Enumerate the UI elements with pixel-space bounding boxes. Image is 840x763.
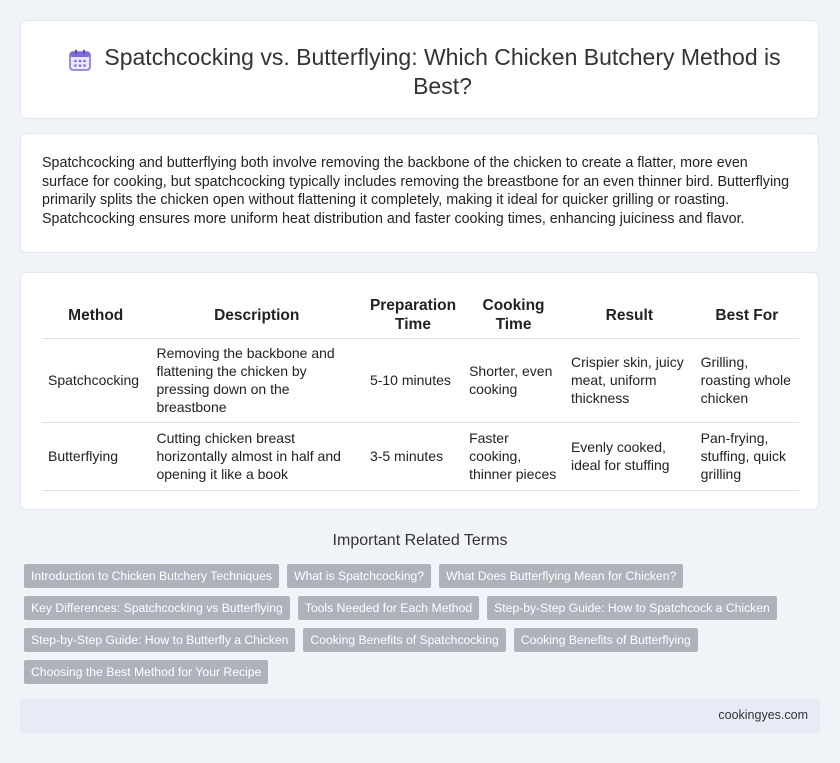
related-term-tag[interactable]: Introduction to Chicken Butchery Techniques [24, 564, 279, 588]
cell-best-for: Grilling, roasting whole chicken [694, 338, 799, 422]
header-method: Method [42, 293, 150, 338]
cell-method: Butterflying [42, 422, 150, 490]
cell-result: Evenly cooked, ideal for stuffing [564, 422, 694, 490]
related-terms-heading: Important Related Terms [332, 532, 508, 549]
header-preparation-time: Preparation Time [363, 293, 462, 338]
table-row [42, 338, 799, 422]
cell-preparation-time: 3-5 minutes [363, 422, 462, 490]
related-term-tag[interactable]: What Does Butterflying Mean for Chicken? [439, 564, 683, 588]
footer [20, 698, 820, 734]
header-result: Result [564, 293, 694, 338]
header-cooking-time: Cooking Time [463, 293, 565, 338]
cell-preparation-time: 5-10 minutes [363, 338, 462, 422]
cell-description: Cutting chicken breast horizontally almost in half and opening it like a book [150, 422, 363, 490]
cell-result: Crispier skin, juicy meat, uniform thickness [564, 338, 694, 422]
related-term-tag[interactable]: Tools Needed for Each Method [298, 596, 479, 620]
cell-cooking-time: Shorter, even cooking [463, 338, 565, 422]
cell-cooking-time: Faster cooking, thinner pieces [463, 422, 565, 490]
related-term-tag[interactable]: Choosing the Best Method for Your Recipe [24, 660, 268, 684]
comparison-table-card [20, 272, 819, 510]
title-card [20, 20, 819, 119]
summary-card [20, 133, 819, 253]
related-term-tag[interactable]: Step-by-Step Guide: How to Butterfly a Chicken [24, 628, 295, 652]
related-term-tag[interactable]: What is Spatchcocking? [287, 564, 431, 588]
table-row [42, 422, 799, 490]
cell-best-for: Pan-frying, stuffing, quick grilling [694, 422, 799, 490]
page-title: Spatchcocking vs. Butterflying: Which Chicken Butchery Method is Best? [104, 44, 781, 99]
cell-method: Spatchcocking [42, 338, 150, 422]
related-term-tag[interactable]: Cooking Benefits of Butterflying [514, 628, 698, 652]
table-header-row [42, 293, 799, 338]
related-terms-list [24, 564, 804, 692]
cell-description: Removing the backbone and flattening the chicken by pressing down on the breastbone [150, 338, 363, 422]
related-term-tag[interactable]: Step-by-Step Guide: How to Spatchcock a Chicken [487, 596, 777, 620]
header-description: Description [150, 293, 363, 338]
summary-text: Spatchcocking and butterflying both involve removing the backbone of the chicken to create a flatter, more even surface for cooking, but spatchcocking typically includes removing the breastbone for an even thinner bird. Butterflying primarily splits the chicken open without flattening it completely, making it ideal for quicker grilling or roasting. Spatchcocking ensures more uniform heat distribution and faster cooking times, enhancing juiciness and flavor. [42, 155, 790, 227]
footer-site-name[interactable]: cookingyes.com [718, 708, 808, 722]
comparison-table [42, 293, 799, 491]
header-best-for: Best For [694, 293, 799, 338]
related-term-tag[interactable]: Key Differences: Spatchcocking vs Butterflying [24, 596, 290, 620]
related-term-tag[interactable]: Cooking Benefits of Spatchcocking [303, 628, 505, 652]
